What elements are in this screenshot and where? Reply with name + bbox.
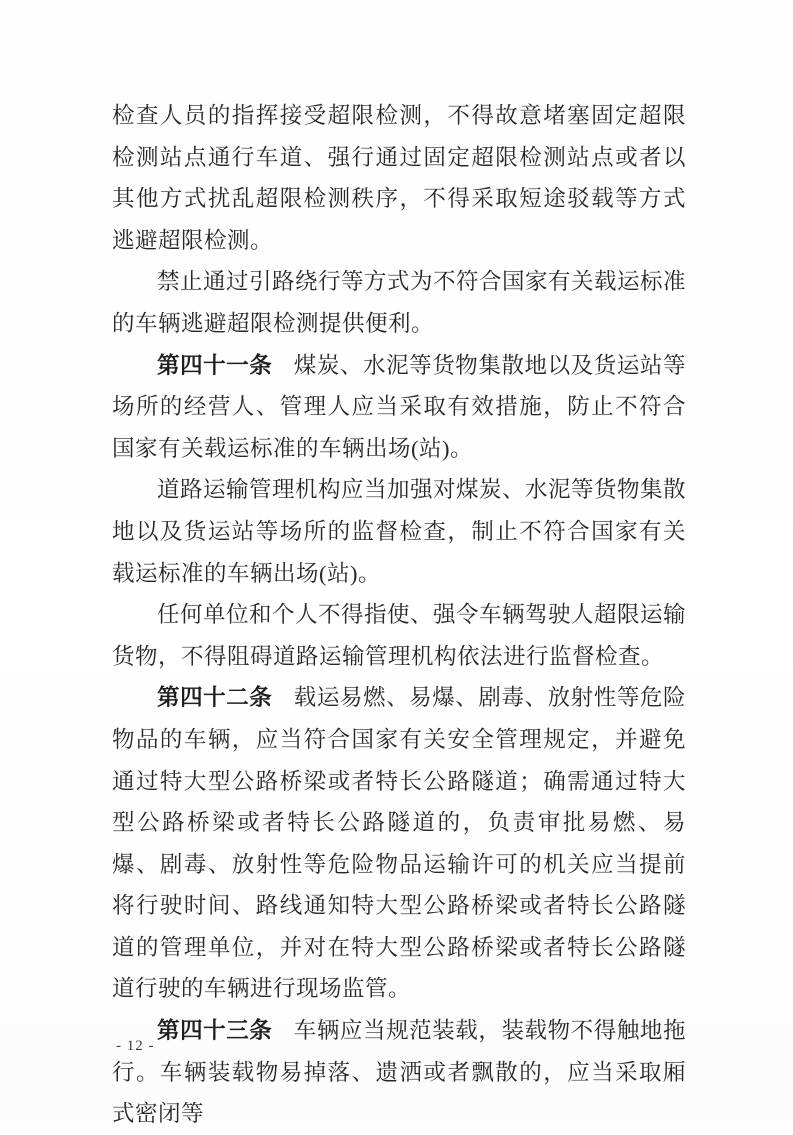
article-42-paragraph (112, 677, 686, 1010)
paragraph (112, 469, 686, 594)
paragraph-text: 载运易燃、易爆、剧毒、放射性等危险物品的车辆，应当符合国家有关安全管理规定，并避免通过特大型公路桥梁或者特长公路隧道；确需通过特大型公路桥梁或者特长公路隧道的，负责审批易燃、易爆、剧毒、放射性等危险物品运输许可的机关应当提前将行驶时间、路线通知特大型公路桥梁或者特长公路隧道的管理单位，并对在特大型公路桥梁或者特长公路隧道行驶的车辆进行现场监管。 (112, 685, 686, 1002)
paragraph-continuation (112, 95, 686, 261)
paragraph-text: 道路运输管理机构应当加强对煤炭、水泥等货物集散地以及货运站等场所的监督检查，制止不符合国家有关载运标准的车辆出场(站)。 (112, 477, 687, 586)
article-42-number: 第四十二条 (157, 685, 273, 711)
paragraph-text: 任何单位和个人不得指使、强令车辆驾驶人超限运输货物，不得阻碍道路运输管理机构依法进行监督检查。 (112, 602, 687, 669)
paragraph-text: 煤炭、水泥等货物集散地以及货运站等场所的经营人、管理人应当采取有效措施，防止不符合国家有关载运标准的车辆出场(站)。 (112, 352, 686, 461)
paragraph (112, 594, 686, 677)
page-number: - 12 - (116, 1038, 155, 1054)
article-41-number: 第四十一条 (157, 352, 273, 378)
article-41-paragraph (112, 345, 686, 470)
paragraph-text: 禁止通过引路绕行等方式为不符合国家有关载运标准的车辆逃避超限检测提供便利。 (112, 269, 687, 336)
article-43-paragraph (112, 1010, 686, 1135)
paragraph (112, 261, 686, 344)
document-body (112, 95, 686, 1135)
paragraph-text: 检查人员的指挥接受超限检测，不得故意堵塞固定超限检测站点通行车道、强行通过固定超限检测站点或者以其他方式扰乱超限检测秩序，不得采取短途驳载等方式逃避超限检测。 (112, 103, 686, 253)
article-43-number: 第四十三条 (157, 1018, 273, 1044)
paragraph-text: 车辆应当规范装载，装载物不得触地拖行。车辆装载物易掉落、遗洒或者飘散的，应当采取厢式密闭等 (112, 1018, 686, 1127)
